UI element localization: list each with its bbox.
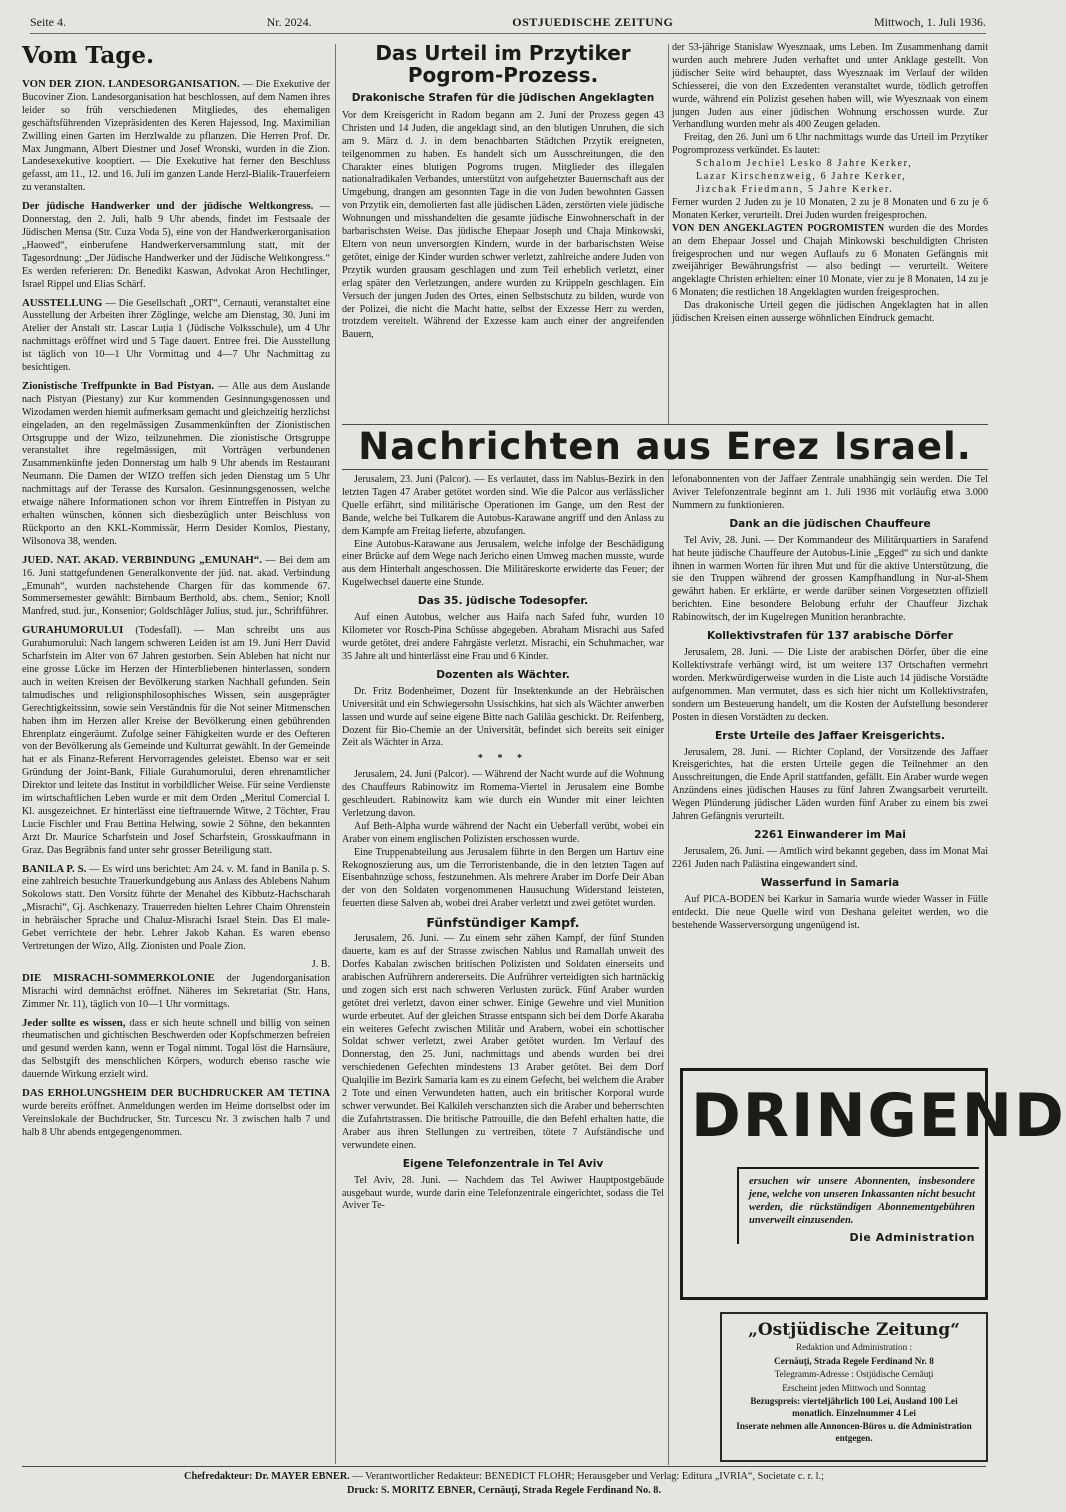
section-title: Vom Tage. xyxy=(22,42,154,69)
news-item-text: — Die Exekutive der Bucoviner Zion. Landesorganisation hat beschlossen, auf dem Namen ihres leider so früh verschiedenen Mitgliedes, des ehemaligen geschäftsführenden Vizepräsidenten des Keren Hajessod, Ing. Maximilian Zwilling einen Garten im Herzlwalde zu pflanzen. Die Herren Prof. Dr. Max Jungmann, Albert Diestner und Josef Wronski, wurden in die Zion. Landesexekutive kooptiert. — Die Exekutive hat ferner den Beschluss gefasst, am 11., 12. und 16. Juli im ganzen Lande Herzl-Bialik-Trauerfeiern zu veranstalten. xyxy=(22,79,330,194)
banner-rule-bottom xyxy=(342,469,988,470)
news-item-head: BANILA P. S. xyxy=(22,862,87,875)
dringend-headline: DRINGEND xyxy=(691,1081,1066,1151)
article-urteil-continued xyxy=(672,42,988,422)
headline: Eigene Telefonzentrale in Tel Aviv xyxy=(402,1157,604,1170)
article-body: der 53-jährige Stanislaw Wyesznaak, ums Leben. Im Zusammenhang damit wurden auch mehrere Juden verhaftet und unter Anklage gestellt. Von jüdischer Seite wird behauptet, dass Wyesznaak im Verlauf der wilden Schiesserei, die von den Exzedenten veranstaltet wurde, tödlich getroffen wurde, während ein Polizist gesehen haben will, wie Wyesznaak von einem jungen Juden aus einer jüdischen Wohnung erschossen wurde. Zur Verhandlung wurden mehr als 400 Zeugen geladen. xyxy=(672,42,988,131)
headline: Dank an die jüdischen Chauffeure xyxy=(729,517,931,530)
dringend-notice xyxy=(680,1068,1066,1300)
article-body: Tel Aviv, 28. Juni. — Der Kommandeur des Militärquartiers in Sarafend hat heute jüdische Chauffeure der Autobus-Linie „Egged“ zu sich und dankte ihnen in warmen Worten für ihren Mut und für die aktive Unterstützung, die sie den Truppen während der grossen Kampfhandlung in Nur-al-Shem gewährt haben. Er erklärte, er werde darüber seinen Vorgesetzten offiziell berichten. Eine besondere Belobung erfuhr der Chauffeur Jizchak Rabinowitsch, der im Kugelregen Munition heranbrachte. xyxy=(672,534,988,624)
article-body: Jerusalem, 26. Juni. — Zu einem sehr zähen Kampf, der fünf Stunden dauerte, kam es auf der Strasse zwischen Nablus und Ramallah unweit des Dorfes Kabalan zwischen britischen Polizisten und Soldaten einerseits und arabischen Aufrührern andererseits. Die Aufrührer verteidigten sich hartnäckig und zogen sich erst nach schweren Verlusten zurück. Fünf Araber wurden getötet drei verletzt, davon einer schwer. Einige Gewehre und viel Munition wurde erbeutet. Auf der gleichen Strasse entspann sich bei dem Dorfe Akaraba ein weiteres Gefecht zwischen Militär und Arabern, wobei ein schottischer Soldat schwer verletzt, zwei Araber getötet wurden. Im Verlauf des Donnerstag, den 25. Juni, nachmittags und abends wurden bei drei verschiedenen Gefechten mindestens 13 Araber getötet. Bei dem Dorf Qualqilie im Bezirk Samaria kam es zu einem Gefecht, bei welchem die Araber 2 Tote und einen Verwundeten hatten, auch ein britischer Korporal wurde schwer verwundet. Bei Kalkileh verschanzten sich die Araber und beherrschten die Zufahrtstrassen. Die britische Patrouille, die den Befehl erhalten hatte, die Araber aus ihren Stellungen zu vertreiben, tötete 7 Aufständische und verwundete einen. xyxy=(342,933,664,1151)
dringend-text-box xyxy=(737,1167,979,1244)
article-title: Das Urteil im Przytiker Pogrom-Prozess. xyxy=(375,41,631,87)
news-item-head: DIE MISRACHI-SOMMERKOLONIE xyxy=(22,971,215,984)
news-item-head: GURAHUMORULUI xyxy=(22,624,124,637)
article-body: Freitag, den 26. Juni um 6 Uhr nachmittags wurde das Urteil im Przytiker Pogromprozess verkündet. Es lautet: xyxy=(672,132,988,157)
news-item-head: JUED. NAT. AKAD. VERBINDUNG „EMUNAH“. xyxy=(22,553,262,566)
masthead-ads: Inserate nehmen alle Annoncen-Büros u. die Administration entgegen. xyxy=(736,1421,972,1443)
news-item xyxy=(22,200,330,291)
news-item xyxy=(22,1087,330,1140)
article-subtitle: Drakonische Strafen für die jüdischen Angeklagten xyxy=(351,92,655,104)
news-item-text: — Bei dem am 16. Juni stattgefundenen Generalkonvente der jüd. nat. akad. Verbindung „Emunah“, wurden nachstehende Chargen für das kommende 67. Sommersemester gewählt: Birnbaum Berthold, abs. chem., Senior; Knoll Manfred, stud. jur., Konsenior; Goldschläger Julius, stud. jur., Schriftführer. xyxy=(22,554,331,618)
masthead-address: Cernăuţi, Strada Regele Ferdinand Nr. 8 xyxy=(774,1355,934,1366)
article-body: Tel Aviv, 28. Juni. — Nachdem das Tel Awiwer Hauptpostgebäude ausgebaut wurde, wurde darin eine Telefonzentrale eingerichtet, sodass die Tel Aviver Te- xyxy=(342,1174,664,1212)
news-item xyxy=(22,380,330,549)
column-erez-right xyxy=(672,474,988,1052)
article-body: Auf Beth-Alpha wurde während der Nacht ein Ueberfall verübt, wobei ein Araber von einem englischen Polizisten erschossen wurde. xyxy=(342,820,664,845)
erez-israel-banner: Nachrichten aus Erez Israel. xyxy=(358,425,972,468)
issue-date: Mittwoch, 1. Juli 1936. xyxy=(873,15,986,29)
news-item-head: Jeder sollte es wissen, xyxy=(22,1016,126,1029)
footer-editor: Chefredakteur: Dr. MAYER EBNER. xyxy=(184,1471,350,1482)
news-item-signature: J. B. xyxy=(311,958,330,970)
article-body: Jerusalem, 24. Juni (Palcor). — Während der Nacht wurde auf die Wohnung des Chauffeurs Rabinowitz im Romema-Viertel in Jerusalem eine Bombe geschleudert. Rabinowitz kam wie durch ein Wunder mit einer leichten Verletzung davon. xyxy=(342,769,664,819)
news-item-text: — Es wird uns berichtet: Am 24. v. M. fand in Banila p. S. eine zahlreich besuchte Trauerkundgebung aus Anlass des Ablebens Nahum Sokolows statt. Den Vorsitz führte der Menahel des Kibbutz-Hachscharah „Misrachi“, Gj. Aschkenazy. Trauerreden hielten Lehrer Chaim Ohrenstein in hebräischer Sprache und Chaluz-Misrachi Israel Stein. Das El male-Gebet verrichtete der hebr. Lehrer Jakob Kahan. Es waren ebenso Vertretungen der Wizo, Allg. Zionisten und Poale Zion. xyxy=(22,863,330,952)
separator-stars: * * * xyxy=(477,753,529,765)
page-footer xyxy=(22,1466,986,1506)
article-body: Eine Autobus-Karawane aus Jerusalem, welche infolge der Beschädigung einer Brücke auf dem Wege nach Jericho einen Umweg machen musste, wurde aus dem Hinterhalt angeschossen. Die Militäreskorte erwiderte das Feuer; der Kugelwechsel dauerte eine Stunde. xyxy=(342,538,664,589)
masthead-box xyxy=(720,1312,988,1462)
column-vom-tage xyxy=(22,42,330,1467)
masthead-line: Redaktion und Administration : xyxy=(795,1342,913,1352)
article-urteil xyxy=(342,42,664,422)
page-header xyxy=(30,12,986,34)
news-item xyxy=(22,1017,330,1083)
newspaper-name: OSTJUEDISCHE ZEITUNG xyxy=(512,15,674,29)
news-item-head: Zionistische Treffpunkte in Bad Pistyan. xyxy=(22,379,215,392)
news-item-text: — Alle aus dem Auslande nach Pistyan (Piestany) zur Kur kommenden Gesinnungsgenossen und Wizodamen werden hiemit aufmerksam gemacht und gleichzeitig herzlichst eingeladen, an den regelmässigen Zusammenkünften der Zionistischen Ortsgruppe und der Wizo, teilzunehmen. Die zionistische Ortsgruppe veranstaltet ihre regelmässigen, mit Vorträgen verbundenen Zusammenkünfte jeden Donnerstag um halb 9 Uhr abends im Restaurant Neumann. Die Damen der WIZO treffen sich jeden Dienstag um 5 Uhr nachmittags auf der Terasse des Kursalon. Gesinnungsgenossen, welche etwaige nähere Informationen schon vor ihrem Eintreffen in Pistyan zu erhalten wünschen, können sich diesbezüglich unter Beischluss von Rückporto an den KKL-Kommissär, Herrn Desider Komlos, Piestany, Wilsonova 38, wenden. xyxy=(22,380,330,547)
article-body: Dr. Fritz Bodenheimer, Dozent für Insektenkunde an der Hebräischen Universität und ein Schwiegersohn Ussischkins, hat sich als Wächter anwerben lassen und wurde auf seine eigene Bitte nach Galiläa geschickt. Dr. Reifenberg, Dozent für Bio-Chemie an der Universität, befindet sich bereits seit einiger Zeit als Wächter in Arza. xyxy=(342,685,664,749)
article-body: Jerusalem, 28. Juni. — Richter Copland, der Vorsitzende des Jaffaer Kreisgerichtes, hat die ersten Urteile gegen die Teilnehmer an den Ausschreitungen, die Ende April stattfanden, gefällt. Ein Araber wurde wegen Anzündens eines jüdischen Hauses zu fünf Jahren Zwangsarbeit verurteilt. Wegen Plünderung jüdischer Läden wurden fünf Araber zu einem bis zwei Jahren Gefängnis verurteilt. xyxy=(672,746,988,823)
issue-number: Nr. 2024. xyxy=(266,15,312,29)
news-item-text: wurde bereits eröffnet. Anmeldungen werden im Heime dortselbst oder im Vereinslokale der Buchdrucker, Str. Turcescu Nr. 3 zwischen halb 7 und halb 8 Uhr abends entgegengenommen. xyxy=(22,1100,330,1138)
article-body: Jerusalem, 23. Juni (Palcor). — Es verlautet, dass im Nablus-Bezirk in den letzten Tagen 47 Araber getötet worden sind. Wie die Palcor aus verlässlicher Quelle erfährt, sind militärische Operationen im Gange, um den Rest der Bande, welche bei Tulkarem die Autobus-Karawane angriff und den Anlass zu dem Kampfe am Freitag lieferte, abzufangen. xyxy=(342,474,664,537)
headline: Wasserfund in Samaria xyxy=(760,876,900,889)
article-body: Auf PICA-BODEN bei Karkur in Samaria wurde wieder Wasser in Fülle entdeckt. Die neue Quelle wird von Deshana geleitet werden, wo die bestehende Wasserversorgung ungenügend ist. xyxy=(672,893,988,931)
news-item xyxy=(22,624,330,857)
news-item-text: — Die Gesellschaft „ORT“, Cernauti, veranstaltet eine Ausstellung der Arbeiten ihrer Zöglinge, welche am Dienstag, 30. Juni im Atelier der Anstalt str. Lascar Luția 1 (Jüdische Volksschule), um 4 Uhr nachmittags eröffnet wird und 5 Tage dauert. Entree frei. Die Ausstellung ist täglich von 10—1 Uhr Vormittag und 4—7 Uhr Nachmittag zu besichtigen. xyxy=(22,297,331,374)
headline: Dozenten als Wächter. xyxy=(436,668,570,681)
news-item-head: Der jüdische Handwerker und der jüdische Weltkongress. xyxy=(22,200,314,213)
sentence-item: Jizchak Friedmann, 5 Jahre Kerker. xyxy=(696,183,894,195)
news-item-head: VON DER ZION. LANDESORGANISATION. xyxy=(22,78,240,90)
article-body: Das drakonische Urteil gegen die jüdischen Angeklagten hat in allen jüdischen Kreisen einen ausserge wöhnlichen Eindruck gemacht. xyxy=(672,300,988,325)
news-item xyxy=(22,972,330,1012)
article-body: Jerusalem, 28. Juni. — Die Liste der arabischen Dörfer, über die eine Kollektivstrafe verhängt wird, ist um weitere 137 Ortschaften vermehrt worden. Merkwürdigerweise wurden in die Liste auch 14 jüdische Vorstädte aufgenommen. Man vermutet, dass es sich hier nicht um Kollektivstrafen, sondern um Besteuerung handelt, um die Kosten der Aufstellung besonderer Posten in diesen Vorstädten zu decken. xyxy=(672,647,988,723)
article-body: Auf einen Autobus, welcher aus Haifa nach Safed fuhr, wurden 10 Kilometer vor Rosch-Pina Schüsse abgegeben. Abraham Misrachi aus Safed wurde getötet, drei andere Fahrgäste verletzt. Misrachi, ein Schuhmacher, war 35 Jahre alt und hinterlässt eine Frau und 6 Kinder. xyxy=(342,612,664,662)
column-divider xyxy=(668,470,669,1465)
headline: Erste Urteile des Jaffaer Kreisgerichts. xyxy=(715,729,945,742)
news-item-text: der Jugendorganisation Misrachi wird demnächst eröffnet. Näheres im Sekretariat (Str. Hans, Zimmer Nr. 11), täglich von 10—1 Uhr vormittags. xyxy=(22,972,330,1010)
article-body: Jerusalem, 26. Juni. — Amtlich wird bekannt gegeben, dass im Monat Mai 2261 Juden nach Palästina eingewandert sind. xyxy=(672,845,988,870)
sentence-item: Lazar Kirschenzweig, 6 Jahre Kerker, xyxy=(696,171,907,183)
column-erez-left xyxy=(342,474,664,1466)
masthead-title: „Ostjüdische Zeitung“ xyxy=(748,1320,960,1340)
news-items xyxy=(22,78,330,1140)
news-item xyxy=(22,863,330,954)
headline: Das 35. jüdische Todesopfer. xyxy=(417,595,589,608)
news-item xyxy=(22,554,330,620)
masthead-price: Bezugspreis: vierteljährlich 100 Lei, Ausland 100 Lei monatlich. Einzelnummer 4 Lei xyxy=(750,1396,958,1418)
sentence-item: Schalom Jechiel Lesko 8 Jahre Kerker, xyxy=(696,158,913,170)
news-item-head: DAS ERHOLUNGSHEIM DER BUCHDRUCKER AM TETINA xyxy=(22,1087,330,1100)
article-body: Vor dem Kreisgericht in Radom begann am 2. Juni der Prozess gegen 43 Christen und 14 Juden, die angeklagt sind, an den blutigen Unruhen, die sich am 9. März d. J. in dem benachbarten Städtchen Przytik ereigneten, teilgenommen zu haben. Es handelt sich um Ausschreitungen, die den Charakter eines blutigen Pogroms trugen. Mitglieder des illegalen nationalradikalen Verbandes, unterstützt von aufgehetzter Bauernschaft aus der Umgebung, drangen am gesonnten Tage in die von Juden bewohnten Gassen von Przytik ein, demolierten fast alle jüdischen Läden, zerstörten viele jüdische Wohnungen und misshandelten die gesamte jüdische Einwohnerschaft in der barbarischsten Weise. Das jüdische Ehepaar Joseph und Chaja Minkowski, Eltern von neun unversorgten Kindern, wurde in der barbarischsten Weise getötet, einige der Kinder wurden schwer verletzt, zahlreiche andere Juden von Przytik wurden grausam geschlagen und zum Teil erheblich verletzt, einer erlag später den Verletzungen, andere wurden zu Krüppeln geschlagen. Ein Versuch der jungen Juden des Ortes, einen Selbstschutz zu bilden, wurde von der Polizei, die nicht die Macht hatte, selbst der Exzesse Herr zu werden, trotzdem vereitelt. Während der Exzesse kam auch einer der angreifenden Bauern, xyxy=(342,109,664,341)
news-item-text: dass er sich heute schnell und billig von seinen rheumatischen und gichtischen Beschwerden oder Kopfschmerzen befreien und gesund werden kann, wenn er Togal nimmt. Togal löst die Harnsäure, das Selbstgift des menschlichen Körpers, wodurch ebenso rasche wie dauernde Wirkung erzielt wird. xyxy=(22,1017,330,1081)
headline: Fünfstündiger Kampf. xyxy=(426,915,580,931)
article-body: Eine Truppenabteilung aus Jerusalem führte in den Bergen um Hartuv eine Rekognoszierung aus, um die Terroristenbande, die in den letzten Tagen auf Eisenbahnzüge schoss, festzunehmen. Als mehrere Araber im Dorfe Deir Aban der von den Soldaten vorgenommenen Hausuchung Widerstand leisteten, feuerten diese Salven ab, wobei drei Araber verletzt und zwei getötet wurden. xyxy=(342,846,664,910)
headline: Kollektivstrafen für 137 arabische Dörfer xyxy=(706,630,954,643)
headline: 2261 Einwanderer im Mai xyxy=(754,828,906,841)
page-number: Seite 4. xyxy=(30,15,66,29)
article-body: lefonabonnenten von der Jaffaer Zentrale unabhängig sein werden. Die Tel Aviver Telefonzentrale beginnt am 1. Juli 1936 mit vorläufig etwa 3.000 Nummern zu funktionieren. xyxy=(672,474,988,511)
news-item xyxy=(22,78,330,195)
footer-publisher: — Verantwortlicher Redakteur: BENEDICT FLOHR; Herausgeber und Verlag: Editura „IVRIA“, Societate c. r. l.; xyxy=(352,1471,824,1482)
paragraph-lead: VON DEN ANGEKLAGTEN POGROMISTEN xyxy=(672,222,885,234)
news-item-text: (Todesfall). — Man schreibt uns aus Gurahumorului: Nach langem schweren Leiden ist am 19. Juni Herr David Scharfstein im Alter von 67 Jahren gestorben. Sein Ableben hat nicht nur eine grosse Lücke im Herzen der Hinterbliebenen hinterlassen, sondern auch in weiten Kreisen der Bevölkerung starken Nachhall gefunden. Sein talmudisches und religionsphilosophisches Wissen, sein ausgeprägter Gerechtigkeitssinn, sowie sein Verständnis für die Not seiner Mitmenschen haben ihm im Herzen aller Kreise der Bevölkerung einen gebührenden Ehrenplatz eingeräumt. Zufolge seiner Fähigkeiten wurde er des Oefteren von der Bevölkerung als Gemeinde und Kulturrat gewählt. In der Gemeinde hat er als Finanz-Referent Hervorragendes geleistet. Ebenso war er seit Gründung der Joint-Bank, Filiale Gurahumorului, deren ehrenamtlicher Direktor und leitete das Institut in vorbildlicher Weise. Für seine Verdienste im wirtschaftlichen Leben wurde er mit dem Orden „Meritul Comercial I. Kl. ausgezeichnet. Er hinterlässt eine tieftrauernde Witwe, 2 Töchter, Frau Lucie Fischler und Frau Bettina Helwing, sowie 2 Söhne, den bekannten Arzt Dr. Maurice Scharfstein und Josef Scharfstein, Grosskaufmann in Graz. Das Begräbnis fand unter sehr grosser Beteiligung statt. xyxy=(22,625,330,856)
column-divider xyxy=(335,44,336,1464)
masthead-schedule: Erscheint jeden Mittwoch und Sonntag xyxy=(782,1382,926,1393)
dringend-text: ersuchen wir unsere Abonnenten, insbesondere jene, welche von unseren Inkassanten nicht besucht werden, die rückständigen Abonnementgebühren unverweilt einzusenden. xyxy=(749,1176,975,1226)
article-body: Ferner wurden 2 Juden zu je 10 Monaten, 2 zu je 8 Monaten und 6 zu je 6 Monaten Kerker, verurteilt. Drei Juden wurden freigesprochen. xyxy=(672,196,988,221)
column-divider xyxy=(668,44,669,424)
dringend-signature: Die Administration xyxy=(849,1231,975,1244)
footer-printer: Druck: S. MORITZ EBNER, Cernăuţi, Strada Regele Ferdinand No. 8. xyxy=(346,1485,662,1496)
news-item-text: — Donnerstag, den 2. Juli, halb 9 Uhr abends, findet im Festsaale der Jüdischen Mensa (Str. Cuza Voda 5), eine von der Handwerkerorganisation „Haowed“, einberufene Handwerkerversammlung statt, mit der Tagesordnung: „Der Jüdische Handwerker und der Jüdische Weltkongress.“ Es werden referieren: Dr. Benedikt Kaswan, Advokat Aron Hechtlinger, Israel Rippel und Elias Schärf. xyxy=(22,201,330,290)
sentence-list xyxy=(672,158,988,197)
news-item-head: AUSSTELLUNG xyxy=(22,296,103,309)
article-body: wurden die des Mordes an dem Ehepaar Jossel und Chajah Minkowski beschuldigten Christen freigesprochen und nur wegen Auflaufs zu 6 Monaten Gefängnis mit zweijähriger Bewährungsfrist — also bedingt — verurteilt. Weitere angeklagte Christen erhielten: einer 10 Monate, vier zu je 8 Monaten, 14 zu je 6 Monaten; die restlichen 18 Angeklagten wurden freigesprochen. xyxy=(672,222,988,299)
news-item xyxy=(22,297,330,375)
masthead-telegram: Telegramm-Adresse : Ostjüdische Cernăuţi xyxy=(774,1369,934,1379)
